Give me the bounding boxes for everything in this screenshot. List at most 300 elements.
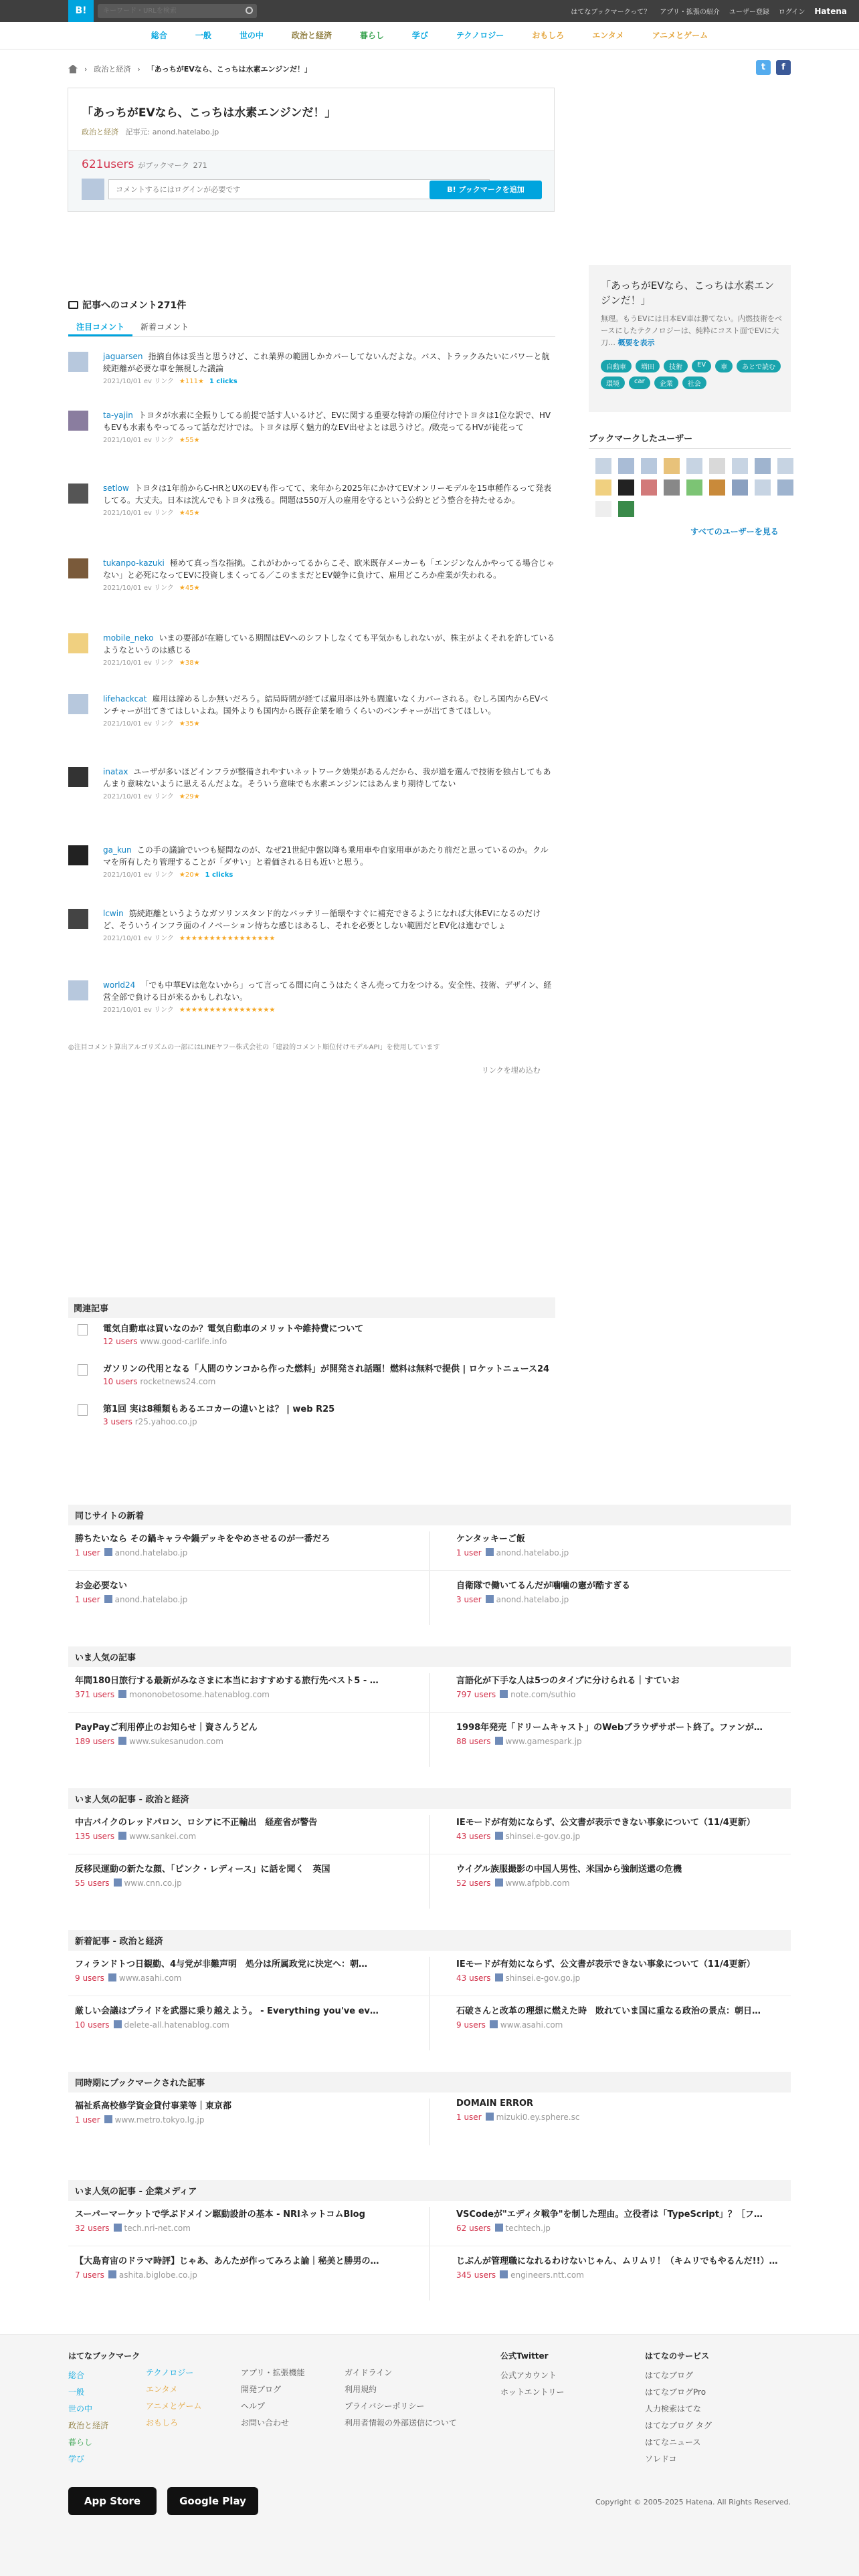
favicon-icon — [114, 2224, 122, 2232]
footer-link[interactable]: 開発ブログ — [241, 2385, 282, 2394]
favicon-icon — [118, 1737, 126, 1745]
article-meta — [75, 1690, 430, 1699]
user-avatar[interactable] — [618, 458, 634, 474]
footer-link[interactable]: 利用者情報の外部送信について — [345, 2418, 457, 2428]
click-count[interactable]: 1 clicks — [209, 378, 237, 385]
article-meta — [456, 1973, 811, 1983]
article-site[interactable]: shinsei.e-gov.go.jp — [505, 1973, 581, 1983]
tag[interactable]: EV — [692, 360, 711, 372]
tab-popular[interactable]: 注目コメント — [68, 318, 132, 336]
article-site[interactable]: delete-all.hatenablog.com — [124, 2020, 229, 2030]
comment-link[interactable]: ev リンク — [143, 510, 174, 517]
related-users[interactable]: 12 users — [103, 1337, 138, 1346]
footer-link[interactable]: 利用規約 — [345, 2385, 377, 2394]
article-card[interactable] — [75, 1578, 430, 1604]
article-users[interactable]: 189 users — [75, 1737, 115, 1746]
comment-body — [103, 766, 555, 804]
footer-link[interactable]: 総合 — [68, 2371, 85, 2380]
star-count[interactable]: ★29★ — [179, 793, 200, 800]
article-site[interactable]: anond.hatelabo.jp — [114, 1548, 188, 1558]
top-links — [571, 0, 847, 22]
article-title[interactable]: ケンタッキーご飯 — [456, 1534, 525, 1544]
comment-date[interactable]: 2021/10/01 — [103, 510, 142, 517]
related-item[interactable] — [68, 1321, 555, 1346]
footer-link[interactable]: アニメとゲーム — [146, 2401, 202, 2411]
related-title[interactable]: 第1回 実は8種類もあるエコカーの違いとは？ | web R25 — [103, 1404, 335, 1414]
all-users-link[interactable]: すべてのユーザーを見る — [690, 527, 779, 536]
star-count[interactable]: ★20★ — [179, 871, 200, 879]
comment-link[interactable]: ev リンク — [143, 793, 174, 800]
comment-link[interactable]: ev リンク — [143, 378, 174, 385]
footer-link[interactable]: 暮らし — [68, 2438, 93, 2447]
entry-meta — [68, 120, 554, 137]
comment-link[interactable]: ev リンク — [143, 935, 174, 942]
section-heading: いま人気の記事 - 政治と経済 — [68, 1788, 791, 1809]
footer-link[interactable]: 世の中 — [68, 2404, 93, 2413]
star-count[interactable]: ★111★ — [179, 378, 204, 385]
avatar[interactable] — [68, 845, 88, 865]
tab-new[interactable]: 新着コメント — [140, 322, 189, 332]
article-meta — [456, 2270, 811, 2280]
tag[interactable]: 社会 — [682, 377, 706, 389]
article-card[interactable] — [456, 2254, 811, 2280]
hatena-bookmark-logo[interactable]: B! — [68, 0, 94, 22]
comment-item — [68, 482, 555, 521]
comment-link[interactable]: ev リンク — [143, 720, 174, 728]
tag[interactable]: 環境 — [601, 377, 625, 389]
article-meta — [75, 2270, 430, 2280]
article-site[interactable]: anond.hatelabo.jp — [496, 1548, 569, 1558]
article-card[interactable] — [75, 2207, 430, 2233]
article-site[interactable]: engineers.ntt.com — [510, 2270, 584, 2280]
comment-user[interactable]: inatax — [103, 767, 128, 776]
tag[interactable]: 企業 — [654, 377, 678, 389]
category-link[interactable]: 政治と経済 — [291, 31, 332, 40]
favicon-icon — [104, 2115, 112, 2123]
article-users[interactable]: 55 users — [75, 1879, 110, 1888]
star-count[interactable]: ★★★★★★★★★★★★★★★★ — [179, 1006, 276, 1014]
user-avatar[interactable] — [732, 479, 748, 496]
twitter-title: 公式Twitter — [500, 2351, 549, 2361]
tag[interactable]: 自動車 — [601, 360, 632, 372]
about-link[interactable]: はてなブックマークって？ — [571, 9, 651, 16]
comment-link[interactable]: ev リンク — [143, 659, 174, 667]
article-meta — [456, 1690, 811, 1699]
article-title[interactable]: 勝ちたいなら その鍋キャラや鍋デッキをやめさせるのが一番だろ — [75, 1534, 330, 1544]
comment-body — [103, 844, 555, 883]
user-avatar[interactable] — [595, 458, 611, 474]
top-bar — [0, 0, 859, 22]
user-avatar[interactable] — [732, 458, 748, 474]
services-title: はてなのサービス — [645, 2351, 710, 2361]
comment-meta — [103, 1003, 555, 1018]
related-title[interactable]: ガソリンの代用となる「人間のウンコから作った燃料」が開発され話題！燃料は無料で提供 | ロケットニュース24 — [103, 1364, 550, 1374]
comment-date[interactable]: 2021/10/01 — [103, 584, 142, 592]
comment-meta — [103, 932, 555, 946]
comment-item — [68, 557, 555, 596]
footer-category-links — [68, 2367, 140, 2468]
comment-user[interactable]: ga_kun — [103, 845, 132, 855]
favicon-icon — [490, 2020, 498, 2028]
article-title[interactable]: VSCodeが"エディタ戦争"を制した理由。立役者は「TypeScript」？［フ… — [456, 2210, 763, 2220]
article-card[interactable] — [456, 1815, 811, 1841]
footer-link[interactable]: ソレドコ — [645, 2454, 677, 2464]
article-meta — [456, 1832, 811, 1841]
article-site[interactable]: www.afpbb.com — [505, 1879, 570, 1888]
comment-item — [68, 409, 555, 448]
footer-link[interactable]: はてなブログPro — [645, 2387, 706, 2397]
article-users[interactable]: 1 user — [456, 1548, 482, 1558]
article-site[interactable]: www.gamespark.jp — [505, 1737, 582, 1746]
favicon-icon — [118, 1832, 126, 1840]
comment-meta — [103, 581, 555, 596]
tag[interactable]: 増田 — [636, 360, 660, 372]
article-card[interactable] — [456, 2004, 811, 2030]
favicon-icon — [104, 1548, 112, 1556]
article-users[interactable]: 9 users — [456, 2020, 486, 2030]
comment-text: 雇用は諦めるしか無いだろう。結局時間が経てば雇用率は外も間違いなく力バーされる。むしろ国内からEVベンチャーが出てきてはしいよね。国外よりも国内から既存企業を喰うくらいのベンチャーが出てきてほしい。 — [103, 694, 549, 716]
comment-date[interactable]: 2021/10/01 — [103, 437, 142, 444]
related-site[interactable]: rocketnews24.com — [140, 1377, 216, 1386]
article-title[interactable]: ウイグル族服撮影の中国人男性、米国から強制送還の危機 — [456, 1864, 682, 1874]
comment-meta — [103, 868, 555, 883]
comment-date[interactable]: 2021/10/01 — [103, 659, 142, 667]
comment-item — [68, 632, 555, 671]
facebook-icon[interactable]: f — [776, 60, 791, 75]
comment-date[interactable]: 2021/10/01 — [103, 720, 142, 728]
avatar[interactable] — [68, 980, 88, 1000]
comment-user[interactable]: ta-yajin — [103, 411, 133, 420]
user-avatar[interactable] — [595, 479, 611, 496]
article-title[interactable]: 1998年発売「ドリームキャスト」のWebブラウザサポート終了。ファンが… — [456, 1723, 763, 1733]
twitter-icon[interactable]: t — [756, 60, 771, 75]
entry-title[interactable]: 「あっちがEVなら、こっちは水素エンジンだ！」 — [82, 106, 337, 120]
star-count[interactable]: ★★★★★★★★★★★★★★★★ — [179, 935, 276, 942]
article-card[interactable] — [456, 1531, 811, 1558]
comment-date[interactable]: 2021/10/01 — [103, 935, 142, 942]
related-users[interactable]: 10 users — [103, 1377, 138, 1386]
footer-link[interactable]: エンタメ — [146, 2385, 178, 2394]
user-avatar[interactable] — [755, 479, 771, 496]
footer-link[interactable]: 公式アカウント — [500, 2371, 557, 2380]
article-title[interactable]: 言語化が下手な人は5つのタイプに分けられる｜すていお — [456, 1676, 680, 1686]
avatar[interactable] — [68, 767, 88, 787]
comment-user[interactable]: world24 — [103, 980, 136, 990]
user-avatar[interactable] — [686, 458, 702, 474]
article-title[interactable]: IEモードが有効にならず、公文書が表示できない事象について（11/4更新） — [456, 1818, 755, 1828]
article-title[interactable]: じぶんが管理職になれるわけないじゃん、ムリムリ！（キムリでもやるんだ!!）… — [456, 2256, 778, 2266]
show-summary-link[interactable]: 概要を表示 — [617, 338, 655, 347]
article-site[interactable]: tech.nri-net.com — [124, 2224, 191, 2233]
article-users[interactable]: 32 users — [75, 2224, 110, 2233]
comment-text: 指摘自体は妥当と思うけど、これ業界の範囲しかカバーしてないんだよな。バス、トラックみたいにパワーと航続距離が必要な車を無視した議論 — [103, 352, 550, 373]
bookmark-count[interactable]: 621users — [82, 158, 134, 171]
article-card[interactable] — [75, 2004, 430, 2030]
avatar[interactable] — [68, 558, 88, 578]
app-store-badge[interactable]: App Store — [68, 2487, 157, 2515]
footer-link[interactable]: アプリ・拡張機能 — [241, 2368, 305, 2377]
comment-date[interactable]: 2021/10/01 — [103, 1006, 142, 1014]
user-avatar[interactable] — [641, 458, 657, 474]
tag[interactable]: 車 — [715, 360, 733, 372]
category-link[interactable]: 総合 — [151, 31, 167, 40]
related-item[interactable] — [68, 1402, 555, 1426]
article-users[interactable]: 9 users — [75, 1973, 104, 1983]
article-title[interactable]: PayPayご利用停止のお知らせ｜資さんうどん — [75, 1723, 258, 1733]
article-card[interactable] — [75, 2254, 430, 2280]
footer-link[interactable]: 人力検索はてな — [645, 2404, 702, 2413]
article-users[interactable]: 62 users — [456, 2224, 491, 2233]
tag[interactable]: 技術 — [664, 360, 688, 372]
category-link[interactable]: テクノロジー — [456, 31, 504, 40]
user-avatar[interactable] — [777, 458, 793, 474]
entry-source[interactable]: anond.hatelabo.jp — [152, 128, 219, 136]
article-site[interactable]: anond.hatelabo.jp — [496, 1595, 569, 1604]
avatar[interactable] — [68, 411, 88, 431]
footer-link[interactable]: はてなブログ タグ — [645, 2421, 712, 2430]
category-link[interactable]: 学び — [411, 31, 428, 40]
article-meta — [456, 1879, 811, 1888]
avatar[interactable] — [68, 694, 88, 714]
bookmark-count-suffix: がブックマーク — [138, 161, 189, 170]
comment-date[interactable]: 2021/10/01 — [103, 871, 142, 879]
article-users[interactable]: 1 user — [75, 1548, 100, 1558]
footer-link[interactable]: お問い合わせ — [241, 2418, 290, 2428]
click-count[interactable]: 1 clicks — [205, 871, 233, 879]
article-site[interactable]: www.asahi.com — [500, 2020, 563, 2030]
article-card[interactable] — [75, 1720, 430, 1746]
comment-text: 極めて真っ当な指摘。これがわかってるからこそ、欧米既存メーカーも「エンジンなんかやってる場合じゃない」と必死になってEVに投資しまくってる／このままだとEV競争に負けて、雇用どころか産業が失われる。 — [103, 558, 555, 580]
article-site[interactable]: shinsei.e-gov.go.jp — [505, 1832, 581, 1841]
comment-body — [103, 409, 555, 448]
article-card[interactable] — [75, 1673, 430, 1699]
article-users[interactable]: 345 users — [456, 2270, 496, 2280]
article-card[interactable] — [456, 1720, 811, 1746]
star-count[interactable]: ★38★ — [179, 659, 200, 667]
user-avatar[interactable] — [755, 458, 771, 474]
user-avatar[interactable] — [618, 501, 634, 517]
comment-user[interactable]: lcwin — [103, 909, 124, 918]
article-card[interactable] — [75, 1815, 430, 1841]
article-title[interactable]: 福祉系高校修学資金貸付事業等｜東京都 — [75, 2101, 232, 2111]
category-link[interactable]: 一般 — [195, 31, 211, 40]
favicon-icon — [104, 1595, 112, 1603]
user-avatar[interactable] — [664, 458, 680, 474]
article-card[interactable] — [456, 2099, 811, 2122]
home-icon[interactable] — [68, 65, 78, 74]
article-users[interactable]: 10 users — [75, 2020, 110, 2030]
article-title[interactable]: 中古バイクのレッドパロン、ロシアに不正輸出 経産省が警告 — [75, 1818, 318, 1828]
article-card[interactable] — [75, 1531, 430, 1558]
algorithm-note: ◎注目コメント算出アルゴリズムの一部にはLINEヤフー株式会社の「建設的コメント順位付けモデルAPI」を使用しています — [68, 1044, 440, 1051]
comment-tabs — [68, 318, 555, 337]
article-meta — [456, 2113, 811, 2122]
footer-link[interactable]: テクノロジー — [146, 2368, 194, 2377]
entry-category[interactable]: 政治と経済 — [82, 128, 118, 136]
avatar[interactable] — [68, 633, 88, 653]
hatena-logo[interactable]: Hatena — [814, 6, 847, 16]
article-users[interactable]: 52 users — [456, 1879, 491, 1888]
article-users[interactable]: 43 users — [456, 1832, 491, 1841]
user-avatar[interactable] — [777, 479, 793, 496]
favicon-icon — [495, 2224, 503, 2232]
favicon-icon — [114, 1879, 122, 1887]
related-site[interactable]: www.good-carlife.info — [140, 1337, 227, 1346]
footer-link[interactable]: 学び — [68, 2454, 85, 2464]
document-icon — [78, 1324, 88, 1335]
category-link[interactable]: アニメとゲーム — [652, 31, 708, 40]
section-heading: いま人気の記事 — [68, 1646, 791, 1667]
article-meta — [75, 1548, 430, 1558]
footer-link[interactable]: おもしろ — [146, 2418, 179, 2428]
comment-user[interactable]: setlow — [103, 484, 129, 493]
footer-link[interactable]: ヘルプ — [241, 2401, 266, 2411]
footer-link[interactable]: プライバシーポリシー — [345, 2401, 425, 2411]
article-users[interactable]: 371 users — [75, 1690, 115, 1699]
article-title[interactable]: フィランドトつ日観勤、4与党が非難声明 処分は所属政党に決定へ：朝… — [75, 1959, 368, 1969]
article-title[interactable]: スーパーマーケットで学ぶドメイン駆動設計の基本 - NRIネットコムBlog — [75, 2210, 365, 2220]
related-item[interactable] — [68, 1362, 555, 1386]
comment-link[interactable]: ev リンク — [143, 584, 174, 592]
article-users[interactable]: 88 users — [456, 1737, 491, 1746]
star-count[interactable]: ★45★ — [179, 584, 200, 592]
footer-link[interactable]: ホットエントリー — [500, 2387, 565, 2397]
category-link[interactable]: エンタメ — [592, 31, 624, 40]
article-site[interactable]: www.cnn.co.jp — [124, 1879, 182, 1888]
search-input[interactable] — [98, 4, 238, 18]
article-title[interactable]: 反移民運動の新たな顔、「ピンク・レディース」に話を聞く 英国 — [75, 1864, 330, 1874]
footer-link[interactable]: 一般 — [68, 2387, 85, 2397]
related-site[interactable]: r25.yahoo.co.jp — [134, 1417, 197, 1426]
avatar[interactable] — [68, 909, 88, 929]
article-meta — [75, 1879, 430, 1888]
footer-link[interactable]: 政治と経済 — [68, 2421, 109, 2430]
article-users[interactable]: 797 users — [456, 1690, 496, 1699]
footer-link[interactable]: ガイドライン — [345, 2368, 393, 2377]
comment-date[interactable]: 2021/10/01 — [103, 793, 142, 800]
embed-link[interactable]: リンクを埋め込む — [482, 1066, 541, 1075]
comment-user[interactable]: tukanpo-kazuki — [103, 558, 165, 568]
article-card[interactable] — [456, 1673, 811, 1699]
user-avatar[interactable] — [709, 479, 725, 496]
article-site[interactable]: ashita.biglobe.co.jp — [118, 2270, 197, 2280]
article-card[interactable] — [456, 2207, 811, 2233]
article-users[interactable]: 1 user — [75, 2115, 100, 2125]
category-link[interactable]: 世の中 — [239, 31, 264, 40]
avatar[interactable] — [68, 484, 88, 504]
user-avatar[interactable] — [641, 479, 657, 496]
footer-link[interactable]: はてなブログ — [645, 2371, 694, 2380]
user-avatar[interactable] — [664, 479, 680, 496]
category-link[interactable]: 暮らし — [359, 31, 384, 40]
user-avatar[interactable] — [686, 479, 702, 496]
article-site[interactable]: www.metro.tokyo.lg.jp — [114, 2115, 205, 2125]
article-card[interactable] — [75, 1957, 430, 1983]
favicon-icon — [495, 1879, 503, 1887]
breadcrumb-category[interactable]: 政治と経済 — [94, 65, 131, 74]
star-count[interactable]: ★55★ — [179, 437, 200, 444]
article-users[interactable]: 135 users — [75, 1832, 115, 1841]
comment-user[interactable]: lifehackcat — [103, 694, 147, 704]
google-play-badge[interactable]: Google Play — [167, 2487, 258, 2515]
search-box[interactable] — [98, 4, 257, 18]
article-site[interactable]: anond.hatelabo.jp — [114, 1595, 188, 1604]
favicon-icon — [500, 1690, 508, 1698]
article-site[interactable]: note.com/suthio — [510, 1690, 576, 1699]
article-card[interactable] — [456, 1957, 811, 1983]
side-title[interactable]: 「あっちがEVなら、こっちは水素エンジンだ！」 — [601, 280, 775, 306]
comment-user[interactable]: mobile_neko — [103, 633, 154, 643]
user-avatar[interactable] — [709, 458, 725, 474]
footer-policy-links — [345, 2365, 457, 2432]
article-title[interactable]: IEモードが有効にならず、公文書が表示できない事象について（11/4更新） — [456, 1959, 755, 1969]
add-bookmark-button[interactable]: B! ブックマークを追加 — [430, 181, 542, 199]
avatar[interactable] — [68, 352, 88, 372]
apps-link[interactable]: アプリ・拡張の紹介 — [660, 9, 720, 16]
article-title[interactable]: 厳しい会議はプライドを武器に乗り越えよう。 - Everything you've ev… — [75, 2006, 379, 2016]
article-site[interactable]: techtech.jp — [505, 2224, 551, 2233]
article-site[interactable]: www.asahi.com — [118, 1973, 182, 1983]
comment-user[interactable]: jaguarsen — [103, 352, 143, 361]
article-card[interactable] — [75, 2099, 430, 2125]
article-site[interactable]: mononobetosome.hatenablog.com — [129, 1690, 270, 1699]
article-users[interactable]: 7 users — [75, 2270, 104, 2280]
footer-link[interactable]: はてなニュース — [645, 2438, 701, 2447]
comment-meta — [103, 656, 555, 671]
article-title[interactable]: 【大島育宙のドラマ時評】じゃあ、あんたが作ってみろよ論｜秘美と勝男の… — [75, 2256, 379, 2266]
login-link[interactable]: ログイン — [778, 9, 805, 16]
tag-list — [589, 349, 791, 389]
comment-date[interactable]: 2021/10/01 — [103, 378, 142, 385]
section-heading: 同じサイトの新着 — [68, 1505, 791, 1525]
article-users[interactable]: 1 user — [75, 1595, 100, 1604]
article-site[interactable]: www.sukesanudon.com — [129, 1737, 223, 1746]
related-title[interactable]: 電気自動車は買いなのか？電気自動車のメリットや維持費について — [103, 1324, 364, 1334]
comment-link[interactable]: ev リンク — [143, 437, 174, 444]
article-site[interactable]: www.sankei.com — [129, 1832, 197, 1841]
article-title[interactable]: お金必要ない — [75, 1581, 128, 1591]
article-meta — [75, 2115, 430, 2125]
article-title[interactable]: DOMAIN ERROR — [456, 2099, 534, 2109]
comment-body — [103, 557, 555, 596]
article-users[interactable]: 43 users — [456, 1973, 491, 1983]
article-meta — [456, 1737, 811, 1746]
article-card[interactable] — [456, 1862, 811, 1888]
article-title[interactable]: 年間180日旅行する最新がみなさまに本当におすすめする旅行先ベスト5 - … — [75, 1676, 379, 1686]
comment-link[interactable]: ev リンク — [143, 1006, 174, 1014]
article-card[interactable] — [456, 1578, 811, 1604]
star-count[interactable]: ★35★ — [179, 720, 200, 728]
comment-link[interactable]: ev リンク — [143, 871, 174, 879]
article-card[interactable] — [75, 1862, 430, 1888]
article-site[interactable]: mizuki0.ey.sphere.sc — [496, 2113, 580, 2122]
tag[interactable]: car — [629, 377, 650, 389]
user-avatar[interactable] — [595, 501, 611, 517]
user-avatar[interactable] — [618, 479, 634, 496]
search-icon[interactable] — [246, 7, 253, 14]
related-meta — [103, 1337, 555, 1346]
article-users[interactable]: 1 user — [456, 2113, 482, 2122]
comment-text: 筋続距離というようなガソリンスタンド的なバッテリー循環やすぐに補充できるようになれば大体EVになるのだけど、そういうインフラ面のイノベーション待ちな感じはあるし、それを必要としない範囲だとEV化は進むでしょ — [103, 909, 541, 930]
register-link[interactable]: ユーザー登録 — [729, 9, 769, 16]
tag[interactable]: あとで読む — [737, 360, 781, 372]
category-link[interactable]: おもしろ — [532, 31, 565, 40]
star-count[interactable]: ★45★ — [179, 510, 200, 517]
article-users[interactable]: 3 user — [456, 1595, 482, 1604]
related-users[interactable]: 3 users — [103, 1417, 132, 1426]
article-title[interactable]: 石破さんと改革の理想に燃えた時 敗れていま国に重なる政治の景点：朝日… — [456, 2006, 761, 2016]
article-title[interactable]: 自衛隊で働いてるんだが噛噛の憲が酷すぎる — [456, 1581, 631, 1591]
